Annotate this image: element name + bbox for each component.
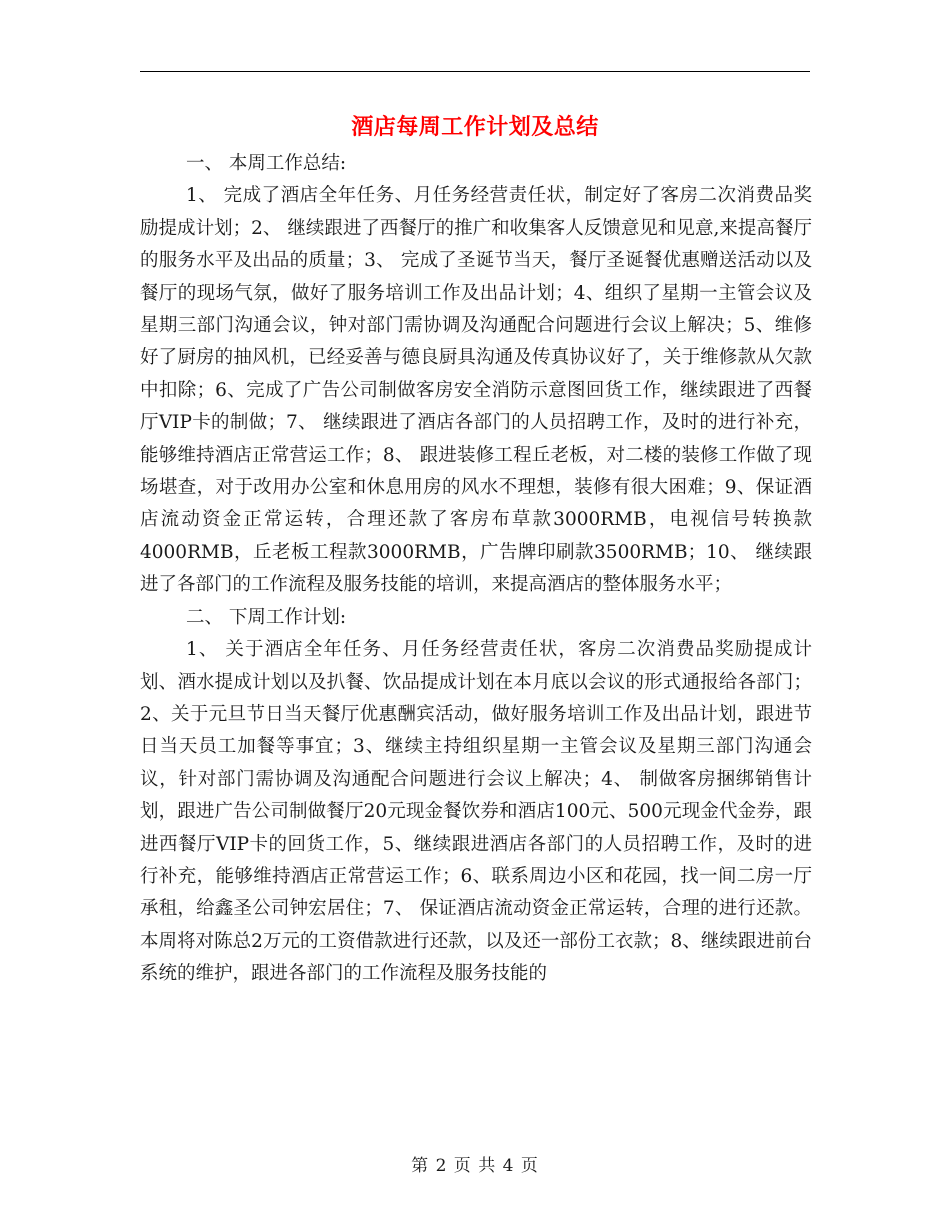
header-rule	[140, 71, 810, 72]
paragraph-plan: 1、 关于酒店全年任务、月任务经营责任状，客房二次消费品奖励提成计划、酒水提成计划以及扒餐、饮品提成计划在本月底以会议的形式通报给各部门；2、关于元旦节日当天餐厅优惠酬宾活动，做好服务培训工作及出品计划，跟进节日当天员工加餐等事宜；3、继续主持组织星期一主管会议及星期三部门沟通会议，针对部门需协调及沟通配合问题进行会议上解决；4、 制做客房捆绑销售计划，跟进广告公司制做餐厅20元现金餐饮券和酒店100元、500元现金代金券，跟进西餐厅VIP卡的回货工作，5、继续跟进酒店各部门的人员招聘工作，及时的进行补充，能够维持酒店正常营运工作；6、联系周边小区和花园，找一间二房一厅承租，给鑫圣公司钟宏居住；7、 保证酒店流动资金正常运转，合理的进行还款。本周将对陈总2万元的工资借款进行还款，以及还一部份工衣款；8、继续跟进前台系统的维护，跟进各部门的工作流程及服务技能的	[140, 639, 812, 985]
document-body	[140, 148, 812, 991]
section-heading-plan: 二、 下周工作计划:	[186, 606, 347, 628]
page-footer: 第 2 页 共 4 页	[411, 1156, 539, 1176]
section-heading-summary: 一、 本周工作总结:	[186, 153, 347, 174]
paragraph-summary: 1、 完成了酒店全年任务、月任务经营责任状，制定好了客房二次消费品奖励提成计划；2、 继续跟进了西餐厅的推广和收集客人反馈意见和见意,来提高餐厅的服务水平及出品的质量；3、 完成了圣诞节当天，餐厅圣诞餐优惠赠送活动以及餐厅的现场气氛，做好了服务培训工作及出品计划；4、组织了星期一主管会议及星期三部门沟通会议，钟对部门需协调及沟通配合问题进行会议上解决；5、维修好了厨房的抽风机，已经妥善与德良厨具沟通及传真协议好了，关于维修款从欠款中扣除；6、完成了广告公司制做客房安全消防示意图回货工作，继续跟进了西餐厅VIP卡的制做；7、 继续跟进了酒店各部门的人员招聘工作，及时的进行补充，能够维持酒店正常营运工作；8、 跟进装修工程丘老板，对二楼的装修工作做了现场堪查，对于改用办公室和休息用房的风水不理想，装修有很大困难；9、保证酒店流动资金正常运转，合理还款了客房布草款3000RMB，电视信号转换款4000RMB，丘老板工程款3000RMB，广告牌印刷款3500RMB；10、 继续跟进了各部门的工作流程及服务技能的培训，来提高酒店的整体服务水平；	[140, 185, 812, 596]
document-title: 酒店每周工作计划及总结	[351, 114, 599, 140]
